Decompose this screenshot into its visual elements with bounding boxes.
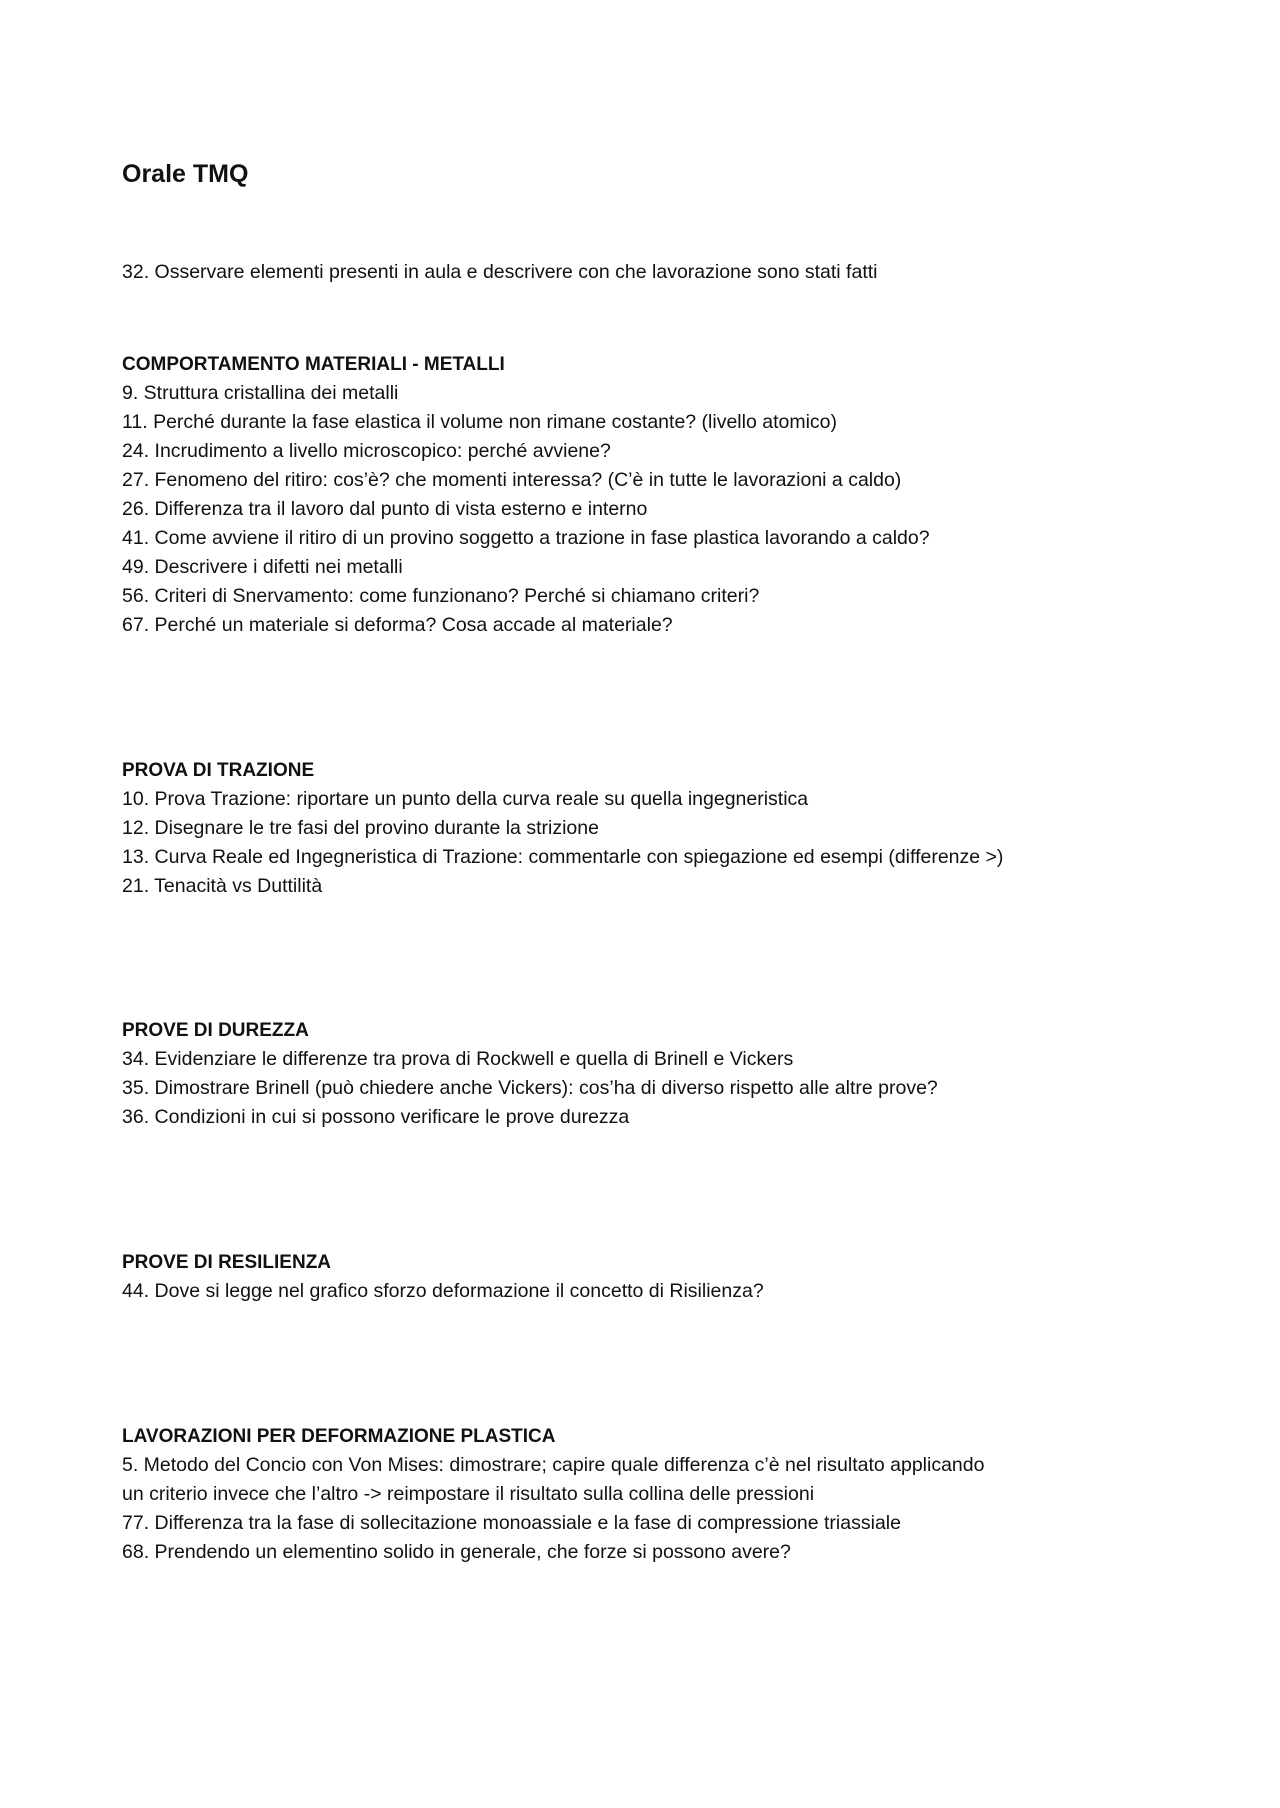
- list-item: 11. Perché durante la fase elastica il volume non rimane costante? (livello atomico): [122, 411, 838, 433]
- list-item: 44. Dove si legge nel grafico sforzo deformazione il concetto di Risilienza?: [122, 1280, 764, 1302]
- list-item: 12. Disegnare le tre fasi del provino durante la strizione: [122, 817, 599, 839]
- list-item: 24. Incrudimento a livello microscopico: perché avviene?: [122, 440, 611, 462]
- list-item: 68. Prendendo un elementino solido in generale, che forze si possono avere?: [122, 1541, 791, 1563]
- intro-item: 32. Osservare elementi presenti in aula e descrivere con che lavorazione sono stati fatti: [122, 261, 878, 283]
- page-title: Orale TMQ: [122, 160, 249, 188]
- list-item: 67. Perché un materiale si deforma? Cosa accade al materiale?: [122, 614, 673, 636]
- list-item: 9. Struttura cristallina dei metalli: [122, 382, 399, 404]
- list-item: 35. Dimostrare Brinell (può chiedere anche Vickers): cos’ha di diverso rispetto alle altre prove?: [122, 1077, 938, 1099]
- list-item: 36. Condizioni in cui si possono verificare le prove durezza: [122, 1106, 630, 1128]
- list-item: 5. Metodo del Concio con Von Mises: dimostrare; capire quale differenza c’è nel risultato applicando: [122, 1454, 985, 1476]
- list-item: 49. Descrivere i difetti nei metalli: [122, 556, 403, 578]
- section-heading-resilienza: PROVE DI RESILIENZA: [122, 1252, 332, 1273]
- list-item: 56. Criteri di Snervamento: come funzionano? Perché si chiamano criteri?: [122, 585, 760, 607]
- section-heading-metalli: COMPORTAMENTO MATERIALI - METALLI: [122, 354, 505, 375]
- section-heading-durezza: PROVE DI DUREZZA: [122, 1020, 309, 1041]
- list-item: 34. Evidenziare le differenze tra prova di Rockwell e quella di Brinell e Vickers: [122, 1048, 794, 1070]
- list-item: 77. Differenza tra la fase di sollecitazione monoassiale e la fase di compressione triassiale: [122, 1512, 901, 1534]
- list-item: 21. Tenacità vs Duttilità: [122, 875, 323, 897]
- list-item: 41. Come avviene il ritiro di un provino soggetto a trazione in fase plastica lavorando a caldo?: [122, 527, 930, 549]
- list-item: un criterio invece che l’altro -> reimpostare il risultato sulla collina delle pressioni: [122, 1483, 815, 1505]
- list-item: 27. Fenomeno del ritiro: cos’è? che momenti interessa? (C’è in tutte le lavorazioni a caldo): [122, 469, 902, 491]
- list-item: 13. Curva Reale ed Ingegneristica di Trazione: commentarle con spiegazione ed esempi (differenze >): [122, 846, 1004, 868]
- section-heading-trazione: PROVA DI TRAZIONE: [122, 760, 315, 781]
- list-item: 26. Differenza tra il lavoro dal punto di vista esterno e interno: [122, 498, 648, 520]
- section-heading-deformazione-plastica: LAVORAZIONI PER DEFORMAZIONE PLASTICA: [122, 1426, 556, 1447]
- list-item: 10. Prova Trazione: riportare un punto della curva reale su quella ingegneristica: [122, 788, 809, 810]
